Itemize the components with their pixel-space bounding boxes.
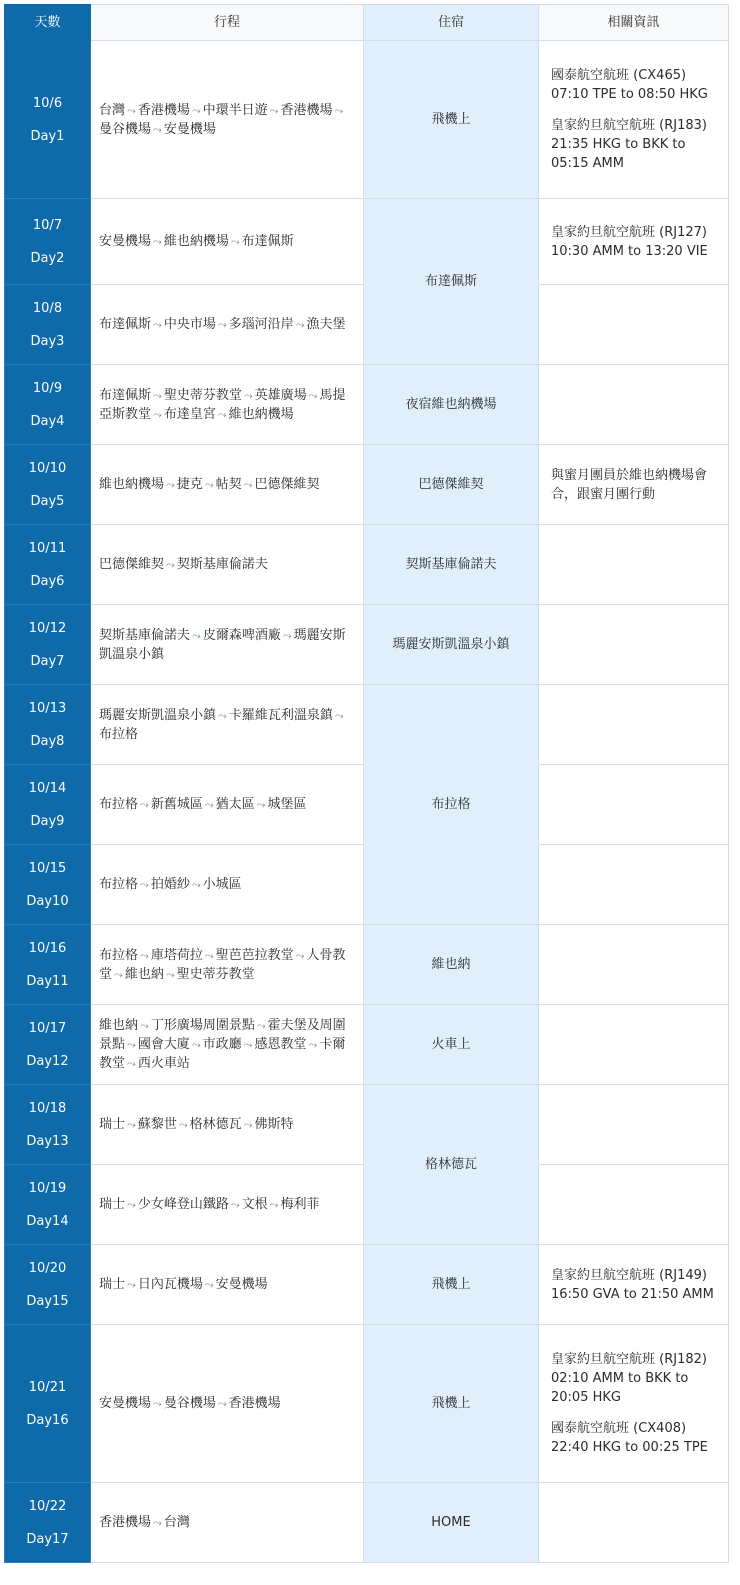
- info-cell: [539, 1483, 729, 1563]
- day-label: Day6: [30, 573, 65, 589]
- route-arrow-icon: ⤳: [166, 478, 175, 491]
- day-cell: [5, 1085, 91, 1165]
- day-label: Day9: [30, 813, 65, 829]
- route-stop: 香港機場: [99, 1515, 152, 1530]
- route-stop: 聖史蒂芬教堂: [163, 387, 242, 403]
- stay-cell: 布拉格: [364, 685, 539, 925]
- day-date: 10/8: [32, 300, 63, 316]
- route-arrow-icon: ⤳: [191, 103, 201, 117]
- flight-info: 皇家約旦航空航班 (RJ127) 10:30 AMM to 13:20 VIE: [551, 224, 708, 259]
- route-stop: 台灣: [99, 102, 126, 118]
- day-cell: [5, 445, 91, 525]
- route-arrow-icon: ⤳: [114, 967, 123, 981]
- route-arrow-icon: ⤳: [153, 318, 162, 331]
- route-stop: 中央市場: [163, 317, 216, 332]
- day-date: 10/19: [28, 1180, 67, 1196]
- route-stop: 文根: [241, 1197, 268, 1212]
- route-arrow-icon: ⤳: [204, 478, 214, 491]
- info-cell: [539, 845, 729, 925]
- stay-cell: 格林德瓦: [364, 1085, 539, 1245]
- route-stop: 維也納機場: [228, 406, 294, 422]
- info-cell: [539, 1085, 729, 1165]
- route-cell: [91, 365, 364, 445]
- header-stay: 住宿: [364, 5, 539, 41]
- route-stop: 布拉格: [99, 947, 139, 963]
- header-info: 相關資訊: [539, 5, 729, 41]
- flight-info: 皇家約旦航空航班 (RJ149) 16:50 GVA to 21:50 AMM: [551, 1267, 714, 1302]
- flight-info: 國泰航空航班 (CX465) 07:10 TPE to 08:50 HKG: [551, 68, 708, 102]
- day-date: 10/16: [28, 940, 67, 956]
- route-arrow-icon: ⤳: [127, 103, 136, 117]
- route-stop: 曼谷機場: [99, 121, 152, 137]
- route-arrow-icon: ⤳: [140, 1019, 149, 1032]
- route-arrow-icon: ⤳: [282, 628, 292, 642]
- route-cell: [91, 1245, 364, 1325]
- day-date: 10/14: [28, 780, 67, 796]
- route-stop: 契斯基庫倫諾夫: [176, 557, 268, 572]
- itinerary-row: [5, 1005, 729, 1085]
- itinerary-row: [5, 41, 729, 199]
- info-cell: [539, 525, 729, 605]
- day-cell: [5, 1483, 91, 1563]
- day-cell: [5, 365, 91, 445]
- route-stop: 瑞士: [99, 1277, 126, 1292]
- route-arrow-icon: ⤳: [178, 1118, 188, 1131]
- day-cell: [5, 845, 91, 925]
- route-cell: [91, 445, 364, 525]
- route-arrow-icon: ⤳: [127, 1278, 136, 1291]
- itinerary-row: [5, 525, 729, 605]
- route-arrow-icon: ⤳: [308, 388, 318, 402]
- route-arrow-icon: ⤳: [127, 1057, 136, 1070]
- route-cell: [91, 765, 364, 845]
- itinerary-row: [5, 1245, 729, 1325]
- route-stop: 多瑙河沿岸: [228, 317, 294, 332]
- day-date: 10/12: [28, 620, 67, 636]
- stay-cell: 飛機上: [364, 1245, 539, 1325]
- route-stop: 格林德瓦: [189, 1117, 242, 1132]
- route-stop: 維也納: [99, 1018, 139, 1033]
- route-stop: 卡羅維瓦利溫泉鎮: [228, 707, 333, 723]
- day-label: Day2: [30, 250, 65, 266]
- info-cell: [539, 445, 729, 525]
- route-arrow-icon: ⤳: [334, 708, 344, 722]
- route-stop: 巴德傑維契: [99, 557, 165, 572]
- route-arrow-icon: ⤳: [243, 1038, 253, 1051]
- day-cell: [5, 1245, 91, 1325]
- info-cell: [539, 41, 729, 199]
- stay-cell: 巴德傑維契: [364, 445, 539, 525]
- day-label: Day11: [26, 973, 69, 989]
- day-cell: [5, 685, 91, 765]
- day-date: 10/17: [28, 1020, 67, 1036]
- header-row: [5, 5, 729, 41]
- route-stop: 丁形廣場周圍景點: [150, 1018, 255, 1033]
- route-arrow-icon: ⤳: [127, 1118, 136, 1131]
- stay-cell: 飛機上: [364, 1325, 539, 1483]
- day-label: Day13: [26, 1133, 69, 1149]
- route-stop: 布達佩斯: [241, 234, 294, 249]
- day-label: Day5: [30, 493, 65, 509]
- route-stop: 日內瓦機場: [137, 1277, 203, 1292]
- day-cell: [5, 525, 91, 605]
- route-arrow-icon: ⤳: [153, 1516, 162, 1529]
- route-stop: 馬提亞斯教堂: [99, 387, 346, 422]
- day-label: Day15: [26, 1293, 69, 1309]
- route-stop: 安曼機場: [215, 1277, 268, 1292]
- day-cell: [5, 1165, 91, 1245]
- route-arrow-icon: ⤳: [243, 388, 253, 402]
- route-arrow-icon: ⤳: [166, 558, 175, 571]
- day-label: Day10: [26, 893, 69, 909]
- day-cell: [5, 925, 91, 1005]
- route-arrow-icon: ⤳: [217, 318, 227, 331]
- day-cell: [5, 285, 91, 365]
- route-stop: 瑪麗安斯凱溫泉小鎮: [99, 707, 217, 723]
- itinerary-body: [5, 41, 729, 1563]
- itinerary-row: [5, 1483, 729, 1563]
- day-label: Day14: [26, 1213, 69, 1229]
- route-stop: 城堡區: [267, 797, 307, 812]
- day-cell: [5, 199, 91, 285]
- day-date: 10/21: [28, 1379, 67, 1395]
- route-stop: 安曼機場: [99, 234, 152, 249]
- route-cell: [91, 1483, 364, 1563]
- flight-info: 皇家約旦航空航班 (RJ183) 21:35 HKG to BKK to 05:15 AMM: [551, 118, 707, 171]
- route-arrow-icon: ⤳: [256, 798, 266, 811]
- route-arrow-icon: ⤳: [269, 103, 279, 117]
- route-stop: 安曼機場: [99, 1396, 152, 1411]
- day-date: 10/22: [28, 1498, 67, 1514]
- itinerary-row: [5, 1325, 729, 1483]
- route-arrow-icon: ⤳: [230, 235, 240, 248]
- day-cell: [5, 1005, 91, 1085]
- route-stop: 維也納機場: [99, 477, 165, 492]
- route-arrow-icon: ⤳: [243, 1118, 253, 1131]
- route-cell: [91, 41, 364, 199]
- day-date: 10/20: [28, 1260, 67, 1276]
- info-cell: [539, 1165, 729, 1245]
- route-stop: 瑞士: [99, 1197, 126, 1212]
- day-date: 10/7: [32, 217, 63, 233]
- route-arrow-icon: ⤳: [217, 1397, 227, 1410]
- info-cell: [539, 199, 729, 285]
- info-cell: [539, 1005, 729, 1085]
- info-cell: [539, 365, 729, 445]
- route-stop: 少女峰登山鐵路: [137, 1197, 229, 1212]
- info-cell: [539, 285, 729, 365]
- route-arrow-icon: ⤳: [153, 1397, 162, 1410]
- day-cell: [5, 605, 91, 685]
- route-arrow-icon: ⤳: [334, 103, 344, 117]
- route-stop: 曼谷機場: [163, 1396, 216, 1411]
- route-cell: [91, 1165, 364, 1245]
- route-stop: 中環半日遊: [202, 102, 268, 118]
- route-arrow-icon: ⤳: [153, 122, 162, 136]
- route-arrow-icon: ⤳: [153, 407, 162, 421]
- route-stop: 香港機場: [228, 1396, 281, 1411]
- itinerary-row: [5, 445, 729, 525]
- route-cell: [91, 285, 364, 365]
- day-label: Day12: [26, 1053, 69, 1069]
- route-stop: 布拉格: [99, 797, 139, 812]
- day-date: 10/15: [28, 860, 67, 876]
- route-arrow-icon: ⤳: [269, 1198, 279, 1211]
- day-date: 10/11: [28, 540, 67, 556]
- route-stop: 漁夫堡: [306, 317, 346, 332]
- route-stop: 佛斯特: [254, 1117, 294, 1132]
- route-stop: 捷克: [176, 477, 203, 492]
- route-cell: [91, 1005, 364, 1085]
- route-stop: 帖契: [215, 477, 242, 492]
- day-label: Day1: [30, 128, 65, 144]
- info-cell: [539, 685, 729, 765]
- route-cell: [91, 1085, 364, 1165]
- day-label: Day4: [30, 413, 65, 429]
- route-stop: 布拉格: [99, 877, 139, 892]
- route-stop: 布達皇宮: [163, 406, 216, 422]
- route-stop: 小城區: [202, 877, 242, 892]
- itinerary-row: [5, 199, 729, 285]
- route-arrow-icon: ⤳: [140, 948, 149, 962]
- stay-cell: 維也納: [364, 925, 539, 1005]
- route-cell: [91, 845, 364, 925]
- itinerary-row: [5, 365, 729, 445]
- flight-info: 國泰航空航班 (CX408) 22:40 HKG to 00:25 TPE: [551, 1421, 708, 1455]
- route-stop: 皮爾森啤酒廠: [202, 627, 281, 643]
- route-stop: 感恩教堂: [254, 1037, 307, 1052]
- day-date: 10/13: [28, 700, 67, 716]
- itinerary-row: [5, 925, 729, 1005]
- route-stop: 蘇黎世: [137, 1117, 177, 1132]
- route-arrow-icon: ⤳: [191, 878, 201, 891]
- route-stop: 布達佩斯: [99, 317, 152, 332]
- route-stop: 猶太區: [215, 797, 255, 812]
- day-label: Day3: [30, 333, 65, 349]
- route-arrow-icon: ⤳: [218, 708, 227, 722]
- stay-cell: 夜宿維也納機場: [364, 365, 539, 445]
- day-date: 10/18: [28, 1100, 67, 1116]
- day-cell: [5, 41, 91, 199]
- header-day: 天數: [5, 5, 91, 41]
- flight-info: 皇家約旦航空航班 (RJ182) 02:10 AMM to BKK to 20:05 HKG: [551, 1352, 707, 1405]
- route-stop: 聖史蒂芬教堂: [176, 966, 255, 982]
- route-arrow-icon: ⤳: [153, 388, 162, 402]
- route-stop: 維也納機場: [163, 234, 229, 249]
- route-stop: 安曼機場: [163, 121, 216, 137]
- route-arrow-icon: ⤳: [256, 1019, 266, 1032]
- route-stop: 卡爾教堂: [99, 1037, 346, 1071]
- route-stop: 霍夫堡及周圍景點: [99, 1018, 346, 1052]
- route-cell: [91, 605, 364, 685]
- route-arrow-icon: ⤳: [295, 318, 305, 331]
- info-cell: [539, 765, 729, 845]
- route-arrow-icon: ⤳: [165, 967, 175, 981]
- day-label: Day16: [26, 1412, 69, 1428]
- route-stop: 巴德傑維契: [254, 477, 320, 492]
- route-arrow-icon: ⤳: [140, 878, 149, 891]
- route-stop: 維也納: [124, 966, 164, 982]
- day-cell: [5, 1325, 91, 1483]
- route-cell: [91, 685, 364, 765]
- itinerary-table: [4, 4, 729, 1563]
- route-arrow-icon: ⤳: [230, 1198, 240, 1211]
- itinerary-row: [5, 1085, 729, 1165]
- route-stop: 香港機場: [280, 102, 333, 118]
- route-stop: 新舊城區: [150, 797, 203, 812]
- stay-cell: 火車上: [364, 1005, 539, 1085]
- stay-cell: 瑪麗安斯凱溫泉小鎮: [364, 605, 539, 685]
- info-cell: [539, 1245, 729, 1325]
- route-arrow-icon: ⤳: [192, 628, 201, 642]
- route-cell: [91, 1325, 364, 1483]
- route-arrow-icon: ⤳: [217, 407, 227, 421]
- stay-cell: 布達佩斯: [364, 199, 539, 365]
- route-arrow-icon: ⤳: [153, 235, 162, 248]
- route-stop: 契斯基庫倫諾夫: [99, 627, 191, 643]
- route-cell: [91, 199, 364, 285]
- day-date: 10/10: [28, 460, 67, 476]
- route-stop: 布拉格: [99, 726, 139, 742]
- route-stop: 梅利菲: [280, 1197, 320, 1212]
- route-arrow-icon: ⤳: [191, 1038, 201, 1051]
- route-arrow-icon: ⤳: [204, 948, 214, 962]
- route-arrow-icon: ⤳: [204, 1278, 214, 1291]
- route-stop: 瑪麗安斯凱溫泉小鎮: [99, 627, 346, 662]
- route-stop: 人骨教堂: [99, 947, 346, 982]
- day-label: Day8: [30, 733, 65, 749]
- route-arrow-icon: ⤳: [127, 1038, 136, 1051]
- info-cell: [539, 925, 729, 1005]
- route-arrow-icon: ⤳: [140, 798, 149, 811]
- route-stop: 國會大廈: [137, 1037, 190, 1052]
- stay-cell: HOME: [364, 1483, 539, 1563]
- route-cell: [91, 925, 364, 1005]
- stay-cell: 契斯基庫倫諾夫: [364, 525, 539, 605]
- day-date: 10/9: [32, 380, 63, 396]
- stay-cell: 飛機上: [364, 41, 539, 199]
- route-stop: 聖芭芭拉教堂: [215, 947, 294, 963]
- route-stop: 台灣: [163, 1515, 190, 1530]
- route-arrow-icon: ⤳: [127, 1198, 136, 1211]
- route-stop: 香港機場: [137, 102, 190, 118]
- route-arrow-icon: ⤳: [295, 948, 305, 962]
- header-route: 行程: [91, 5, 364, 41]
- route-arrow-icon: ⤳: [243, 478, 253, 491]
- info-cell: [539, 1325, 729, 1483]
- route-stop: 西火車站: [137, 1056, 190, 1071]
- route-stop: 瑞士: [99, 1117, 126, 1132]
- flight-info: 與蜜月團員於維也納機場會合，跟蜜月團行動: [551, 467, 708, 502]
- day-label: Day7: [30, 653, 65, 669]
- itinerary-row: [5, 685, 729, 765]
- info-cell: [539, 605, 729, 685]
- itinerary-row: [5, 605, 729, 685]
- route-arrow-icon: ⤳: [204, 798, 214, 811]
- route-arrow-icon: ⤳: [308, 1038, 318, 1051]
- day-date: 10/6: [32, 95, 63, 111]
- route-stop: 布達佩斯: [99, 387, 152, 403]
- day-cell: [5, 765, 91, 845]
- day-label: Day17: [26, 1531, 69, 1547]
- route-stop: 市政廳: [202, 1037, 242, 1052]
- route-stop: 英雄廣場: [254, 387, 307, 403]
- route-stop: 庫塔荷拉: [150, 947, 203, 963]
- route-stop: 拍婚紗: [150, 877, 190, 892]
- route-cell: [91, 525, 364, 605]
